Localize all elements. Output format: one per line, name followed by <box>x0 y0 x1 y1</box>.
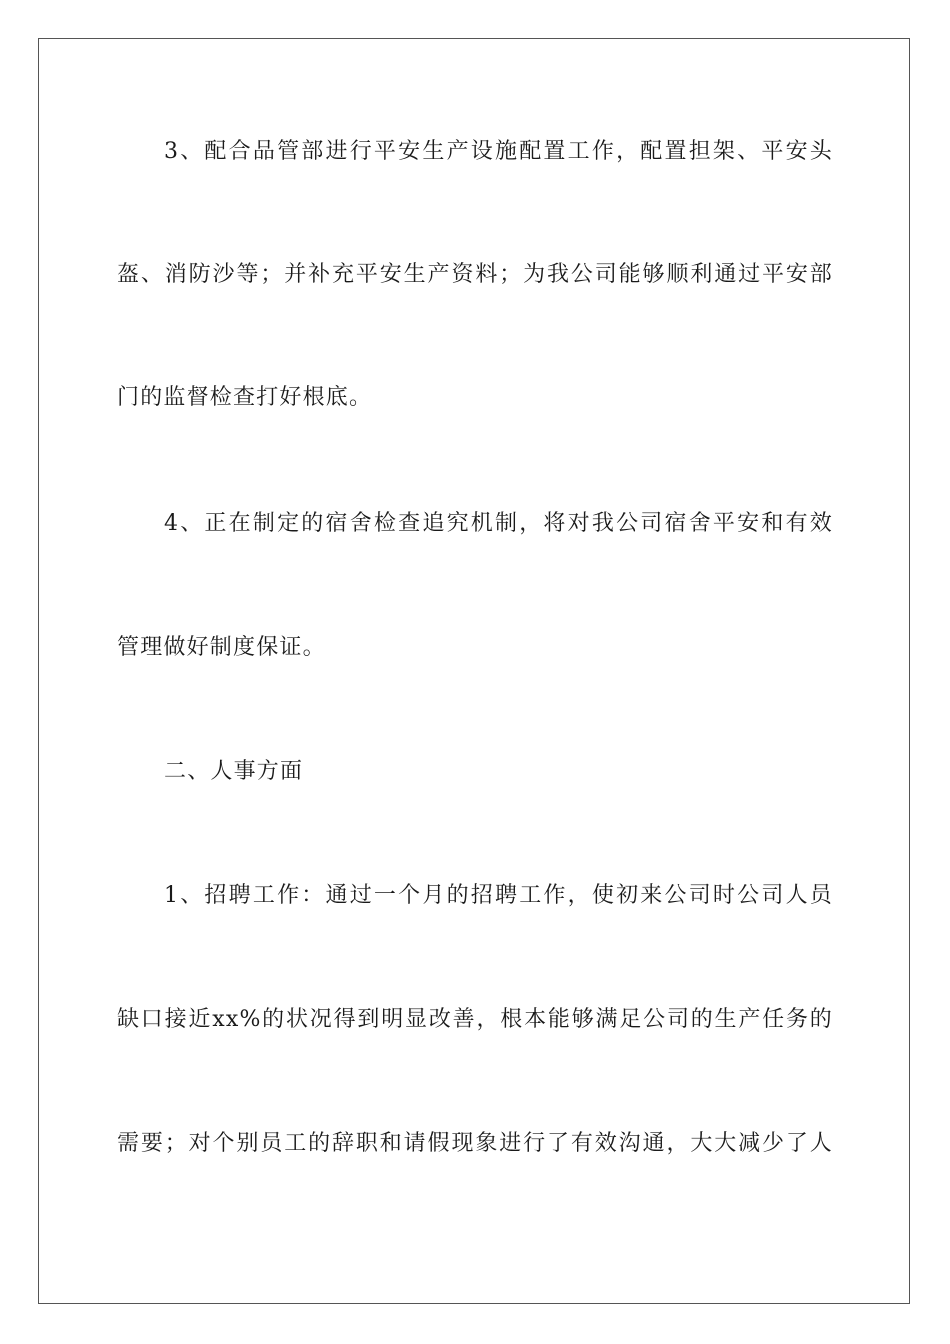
paragraph-recruit-line-1: 1、招聘工作：通过一个月的招聘工作，使初来公司时公司人员 <box>164 883 833 908</box>
paragraph-3-line-2: 盔、消防沙等；并补充平安生产资料；为我公司能够顺利通过平安部 <box>117 262 833 287</box>
page-border <box>38 38 910 1304</box>
paragraph-recruit-line-3: 需要；对个别员工的辞职和请假现象进行了有效沟通，大大减少了人 <box>117 1131 833 1156</box>
paragraph-3-line-3: 门的监督检查打好根底。 <box>117 385 373 410</box>
paragraph-3-line-1: 3、配合品管部进行平安生产设施配置工作，配置担架、平安头 <box>164 139 833 164</box>
paragraph-4-line-1: 4、正在制定的宿舍检查追究机制，将对我公司宿舍平安和有效 <box>164 511 833 536</box>
section-heading: 二、人事方面 <box>164 759 304 784</box>
paragraph-recruit-line-2: 缺口接近xx%的状况得到明显改善，根本能够满足公司的生产任务的 <box>117 1007 833 1032</box>
paragraph-4-line-2: 管理做好制度保证。 <box>117 635 326 660</box>
